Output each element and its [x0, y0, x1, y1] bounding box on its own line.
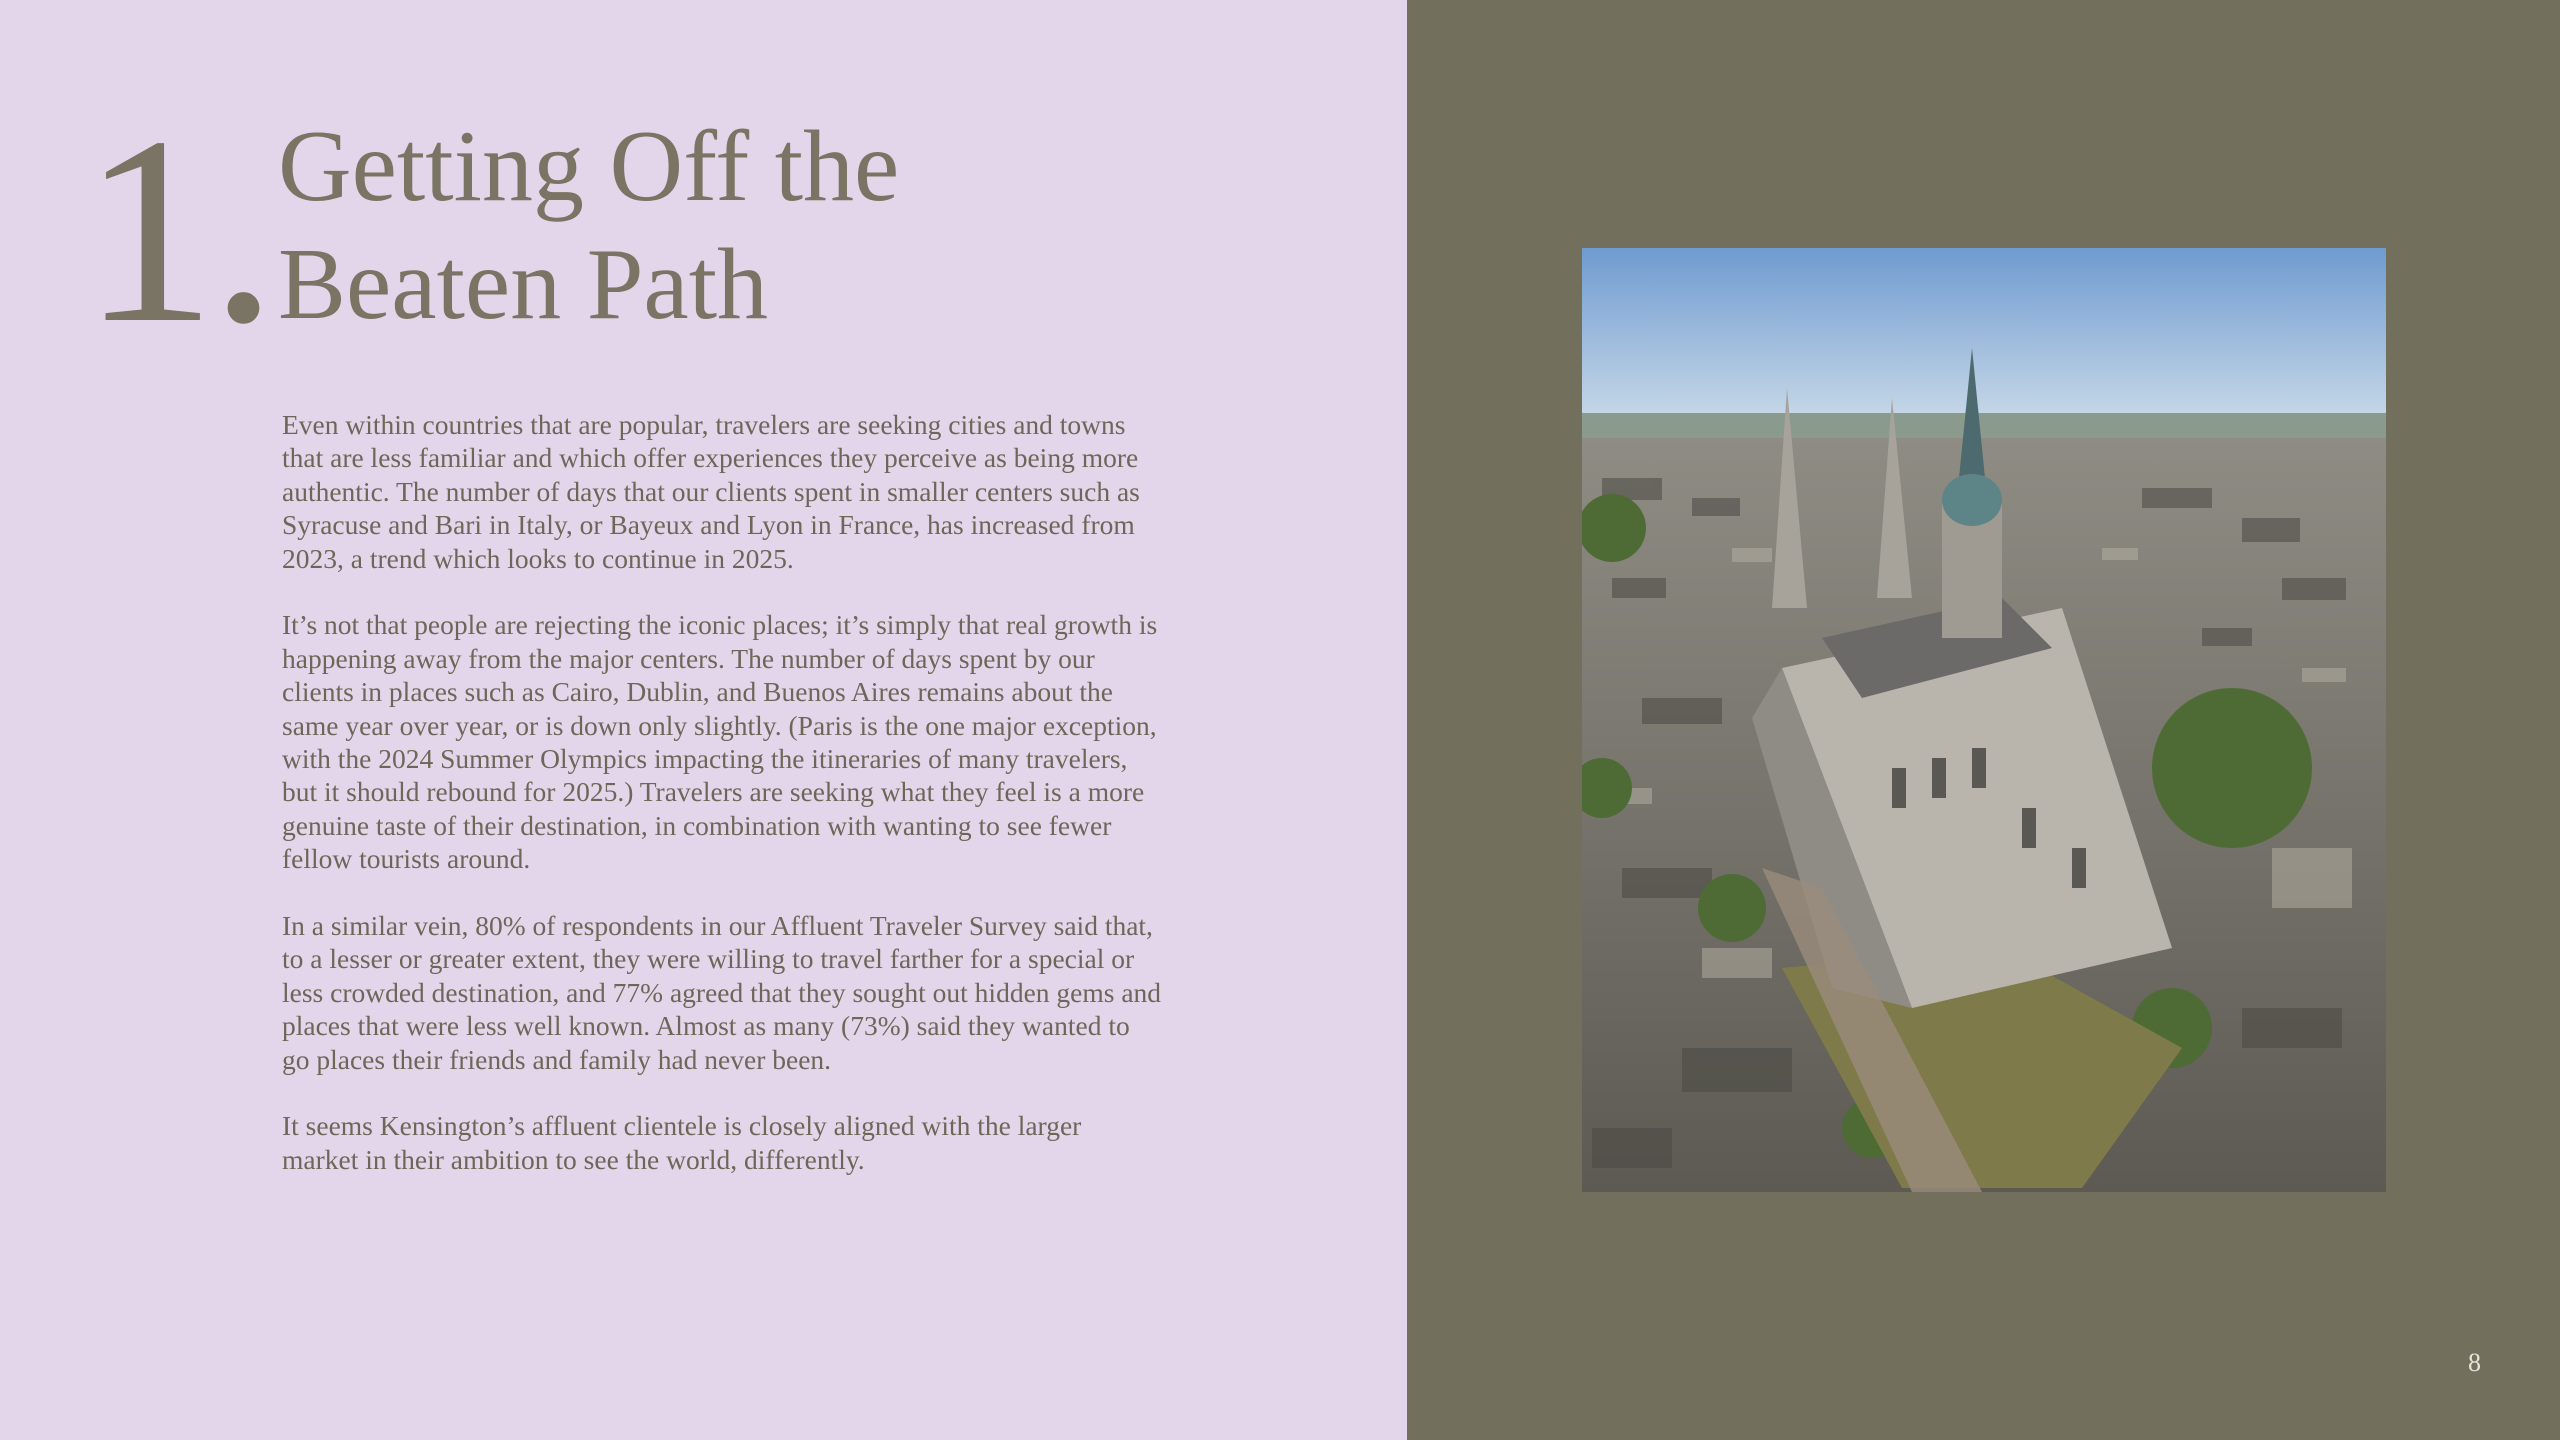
section-title-line-2: Beaten Path [278, 228, 769, 341]
paragraph-3: In a similar vein, 80% of respondents in our Affluent Traveler Survey said that, to a lesser or greater extent, they were willing to travel farther for a special or less crowded destination, and 77% agreed that they sought out hidden gems and places that were less well known. Almost as many (73%) said they wanted to go places their friends and family had never been. [282, 910, 1162, 1075]
section-number: 1. [82, 81, 271, 378]
paragraph-2: It’s not that people are rejecting the iconic places; it’s simply that real growth is happening away from the major centers. The number of days spent by our clients in places such as Cairo, Dublin, and Buenos Aires remains about the same year over year, or is down only slightly. (Paris is the one major exception, with the 2024 Summer Olympics impacting the itineraries of many travelers, but it should rebound for 2025.) Travelers are seeking what they feel is a more genuine taste of their destination, in combination with wanting to see fewer fellow tourists around. [282, 609, 1158, 875]
section-title [278, 108, 1358, 344]
cathedral-photo [1582, 248, 2386, 1192]
body-text [282, 408, 1162, 1210]
page-number: 8 [2468, 1348, 2481, 1377]
paragraph-1: Even within countries that are popular, travelers are seeking cities and towns that are less familiar and which offer experiences they perceive as being more authentic. The number of days that our clients spent in smaller centers such as Syracuse and Bari in Italy, or Bayeux and Lyon in France, has increased from 2023, a trend which looks to continue in 2025. [282, 409, 1140, 574]
paragraph-4: It seems Kensington’s affluent clientele is closely aligned with the larger market in their ambition to see the world, differently. [282, 1110, 1082, 1175]
section-title-line-1: Getting Off the [278, 110, 900, 223]
